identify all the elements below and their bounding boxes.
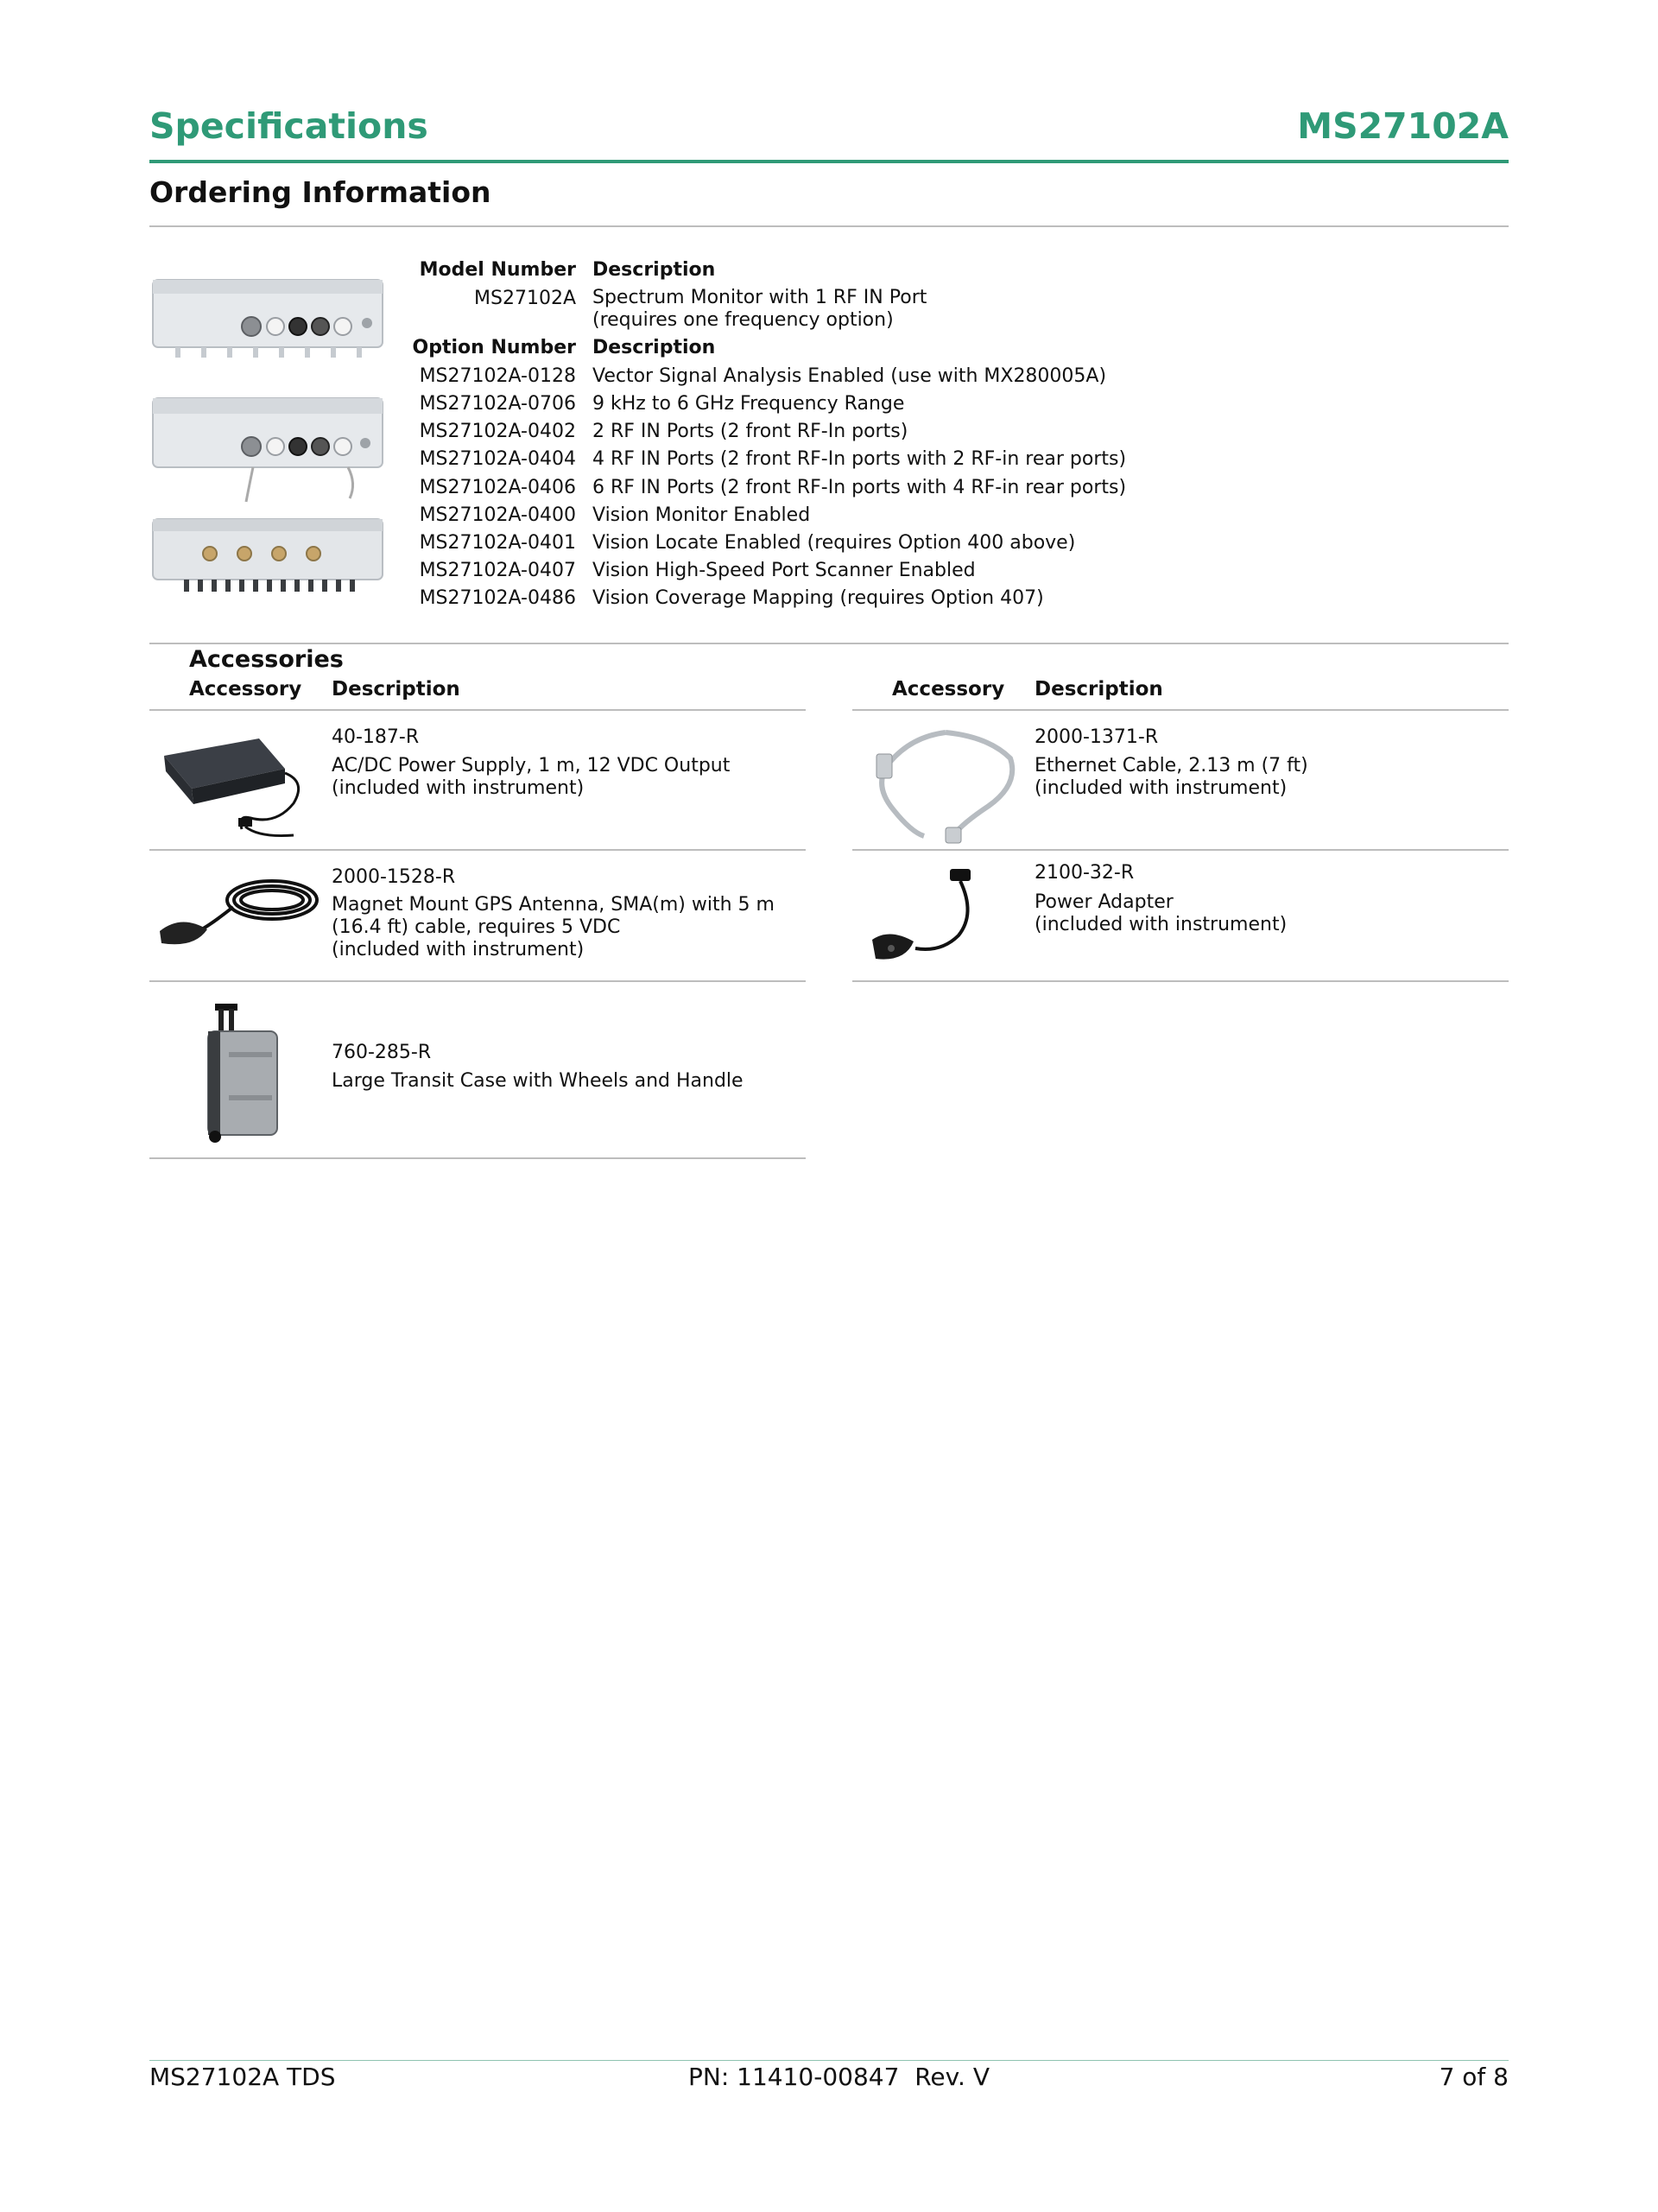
option-code: MS27102A-0128 [419, 365, 576, 387]
option-description: 6 RF IN Ports (2 front RF-In ports with 4 RF-in rear ports) [592, 477, 1127, 498]
product-image-front [149, 275, 388, 361]
accessory-description-line: (included with instrument) [332, 939, 585, 960]
accessory-description [332, 894, 775, 961]
ethernet-cable-icon [859, 724, 1023, 845]
description-column-header: Description [332, 678, 460, 700]
accessory-column-header: Accessory [892, 678, 1005, 700]
option-description: 2 RF IN Ports (2 front RF-In ports) [592, 421, 908, 442]
accessory-header-rule [852, 709, 1509, 711]
product-name: MS27102A [1297, 105, 1509, 147]
model-number-header: Model Number [419, 259, 576, 281]
footer-rule [149, 2060, 1509, 2061]
accessory-part-number: 2000-1528-R [332, 866, 456, 888]
accessory-description-line: (included with instrument) [1035, 777, 1288, 799]
accessory-row-rule [852, 849, 1509, 851]
option-description: Vision High-Speed Port Scanner Enabled [592, 560, 976, 581]
power-supply-icon [155, 721, 311, 842]
ordering-title: Ordering Information [149, 175, 491, 209]
accessory-description-line: Power Adapter [1035, 891, 1174, 913]
footer-doc-name: MS27102A TDS [149, 2063, 336, 2091]
footer-part-number: PN: 11410-00847 Rev. V [688, 2063, 990, 2091]
accessory-row-rule [149, 980, 806, 982]
option-code: MS27102A-0407 [419, 560, 576, 581]
gps-antenna-icon [151, 864, 324, 959]
option-code: MS27102A-0706 [419, 393, 576, 415]
option-code: MS27102A-0402 [419, 421, 576, 442]
transit-case-icon [203, 1000, 289, 1147]
accessory-row-rule [149, 1157, 806, 1159]
header-rule [149, 160, 1509, 163]
accessory-description [332, 755, 730, 800]
product-image-rear [149, 516, 388, 595]
accessory-description-line: (included with instrument) [1035, 914, 1288, 935]
description-column-header: Description [1035, 678, 1163, 700]
footer-page-number: 7 of 8 [1439, 2063, 1509, 2091]
option-code: MS27102A-0406 [419, 477, 576, 498]
option-code: MS27102A-0486 [419, 587, 576, 609]
option-description: Vision Monitor Enabled [592, 504, 811, 526]
accessory-description-line: AC/DC Power Supply, 1 m, 12 VDC Output [332, 755, 731, 776]
accessory-part-number: 760-285-R [332, 1042, 432, 1063]
accessory-part-number: 2100-32-R [1035, 862, 1135, 884]
accessory-description-line: Magnet Mount GPS Antenna, SMA(m) with 5 m [332, 894, 775, 916]
model-code: MS27102A [474, 288, 576, 309]
accessory-row-rule [852, 980, 1509, 982]
option-code: MS27102A-0401 [419, 532, 576, 554]
model-description-line: Spectrum Monitor with 1 RF IN Port [592, 287, 927, 308]
power-adapter-icon [864, 862, 1010, 974]
model-description [592, 287, 927, 332]
accessory-header-rule [149, 709, 806, 711]
accessory-description-line: Large Transit Case with Wheels and Handle [332, 1070, 744, 1092]
accessory-description [1035, 891, 1287, 936]
accessory-part-number: 40-187-R [332, 726, 420, 748]
accessory-description-line: (16.4 ft) cable, requires 5 VDC [332, 916, 621, 938]
accessory-description [1035, 755, 1308, 800]
option-description: Vision Coverage Mapping (requires Option 407) [592, 587, 1044, 609]
accessories-title: Accessories [189, 646, 344, 673]
option-description: 9 kHz to 6 GHz Frequency Range [592, 393, 905, 415]
option-description: Vector Signal Analysis Enabled (use with MX280005A) [592, 365, 1107, 387]
option-code: MS27102A-0400 [419, 504, 576, 526]
accessory-part-number: 2000-1371-R [1035, 726, 1159, 748]
accessory-column-header: Accessory [189, 678, 302, 700]
option-description: 4 RF IN Ports (2 front RF-In ports with 2 RF-in rear ports) [592, 448, 1127, 470]
option-description-header: Description [592, 337, 716, 358]
ordering-top-rule [149, 225, 1509, 227]
ordering-bottom-rule [149, 643, 1509, 644]
accessory-description-line: Ethernet Cable, 2.13 m (7 ft) [1035, 755, 1308, 776]
accessory-description [332, 1070, 744, 1093]
product-image-angle [149, 393, 388, 505]
option-description: Vision Locate Enabled (requires Option 400 above) [592, 532, 1076, 554]
model-description-header: Description [592, 259, 716, 281]
accessory-row-rule [149, 849, 806, 851]
model-description-line: (requires one frequency option) [592, 309, 894, 331]
page-section-title: Specifications [149, 105, 428, 147]
option-number-header: Option Number [412, 337, 576, 358]
accessory-description-line: (included with instrument) [332, 777, 585, 799]
option-code: MS27102A-0404 [419, 448, 576, 470]
